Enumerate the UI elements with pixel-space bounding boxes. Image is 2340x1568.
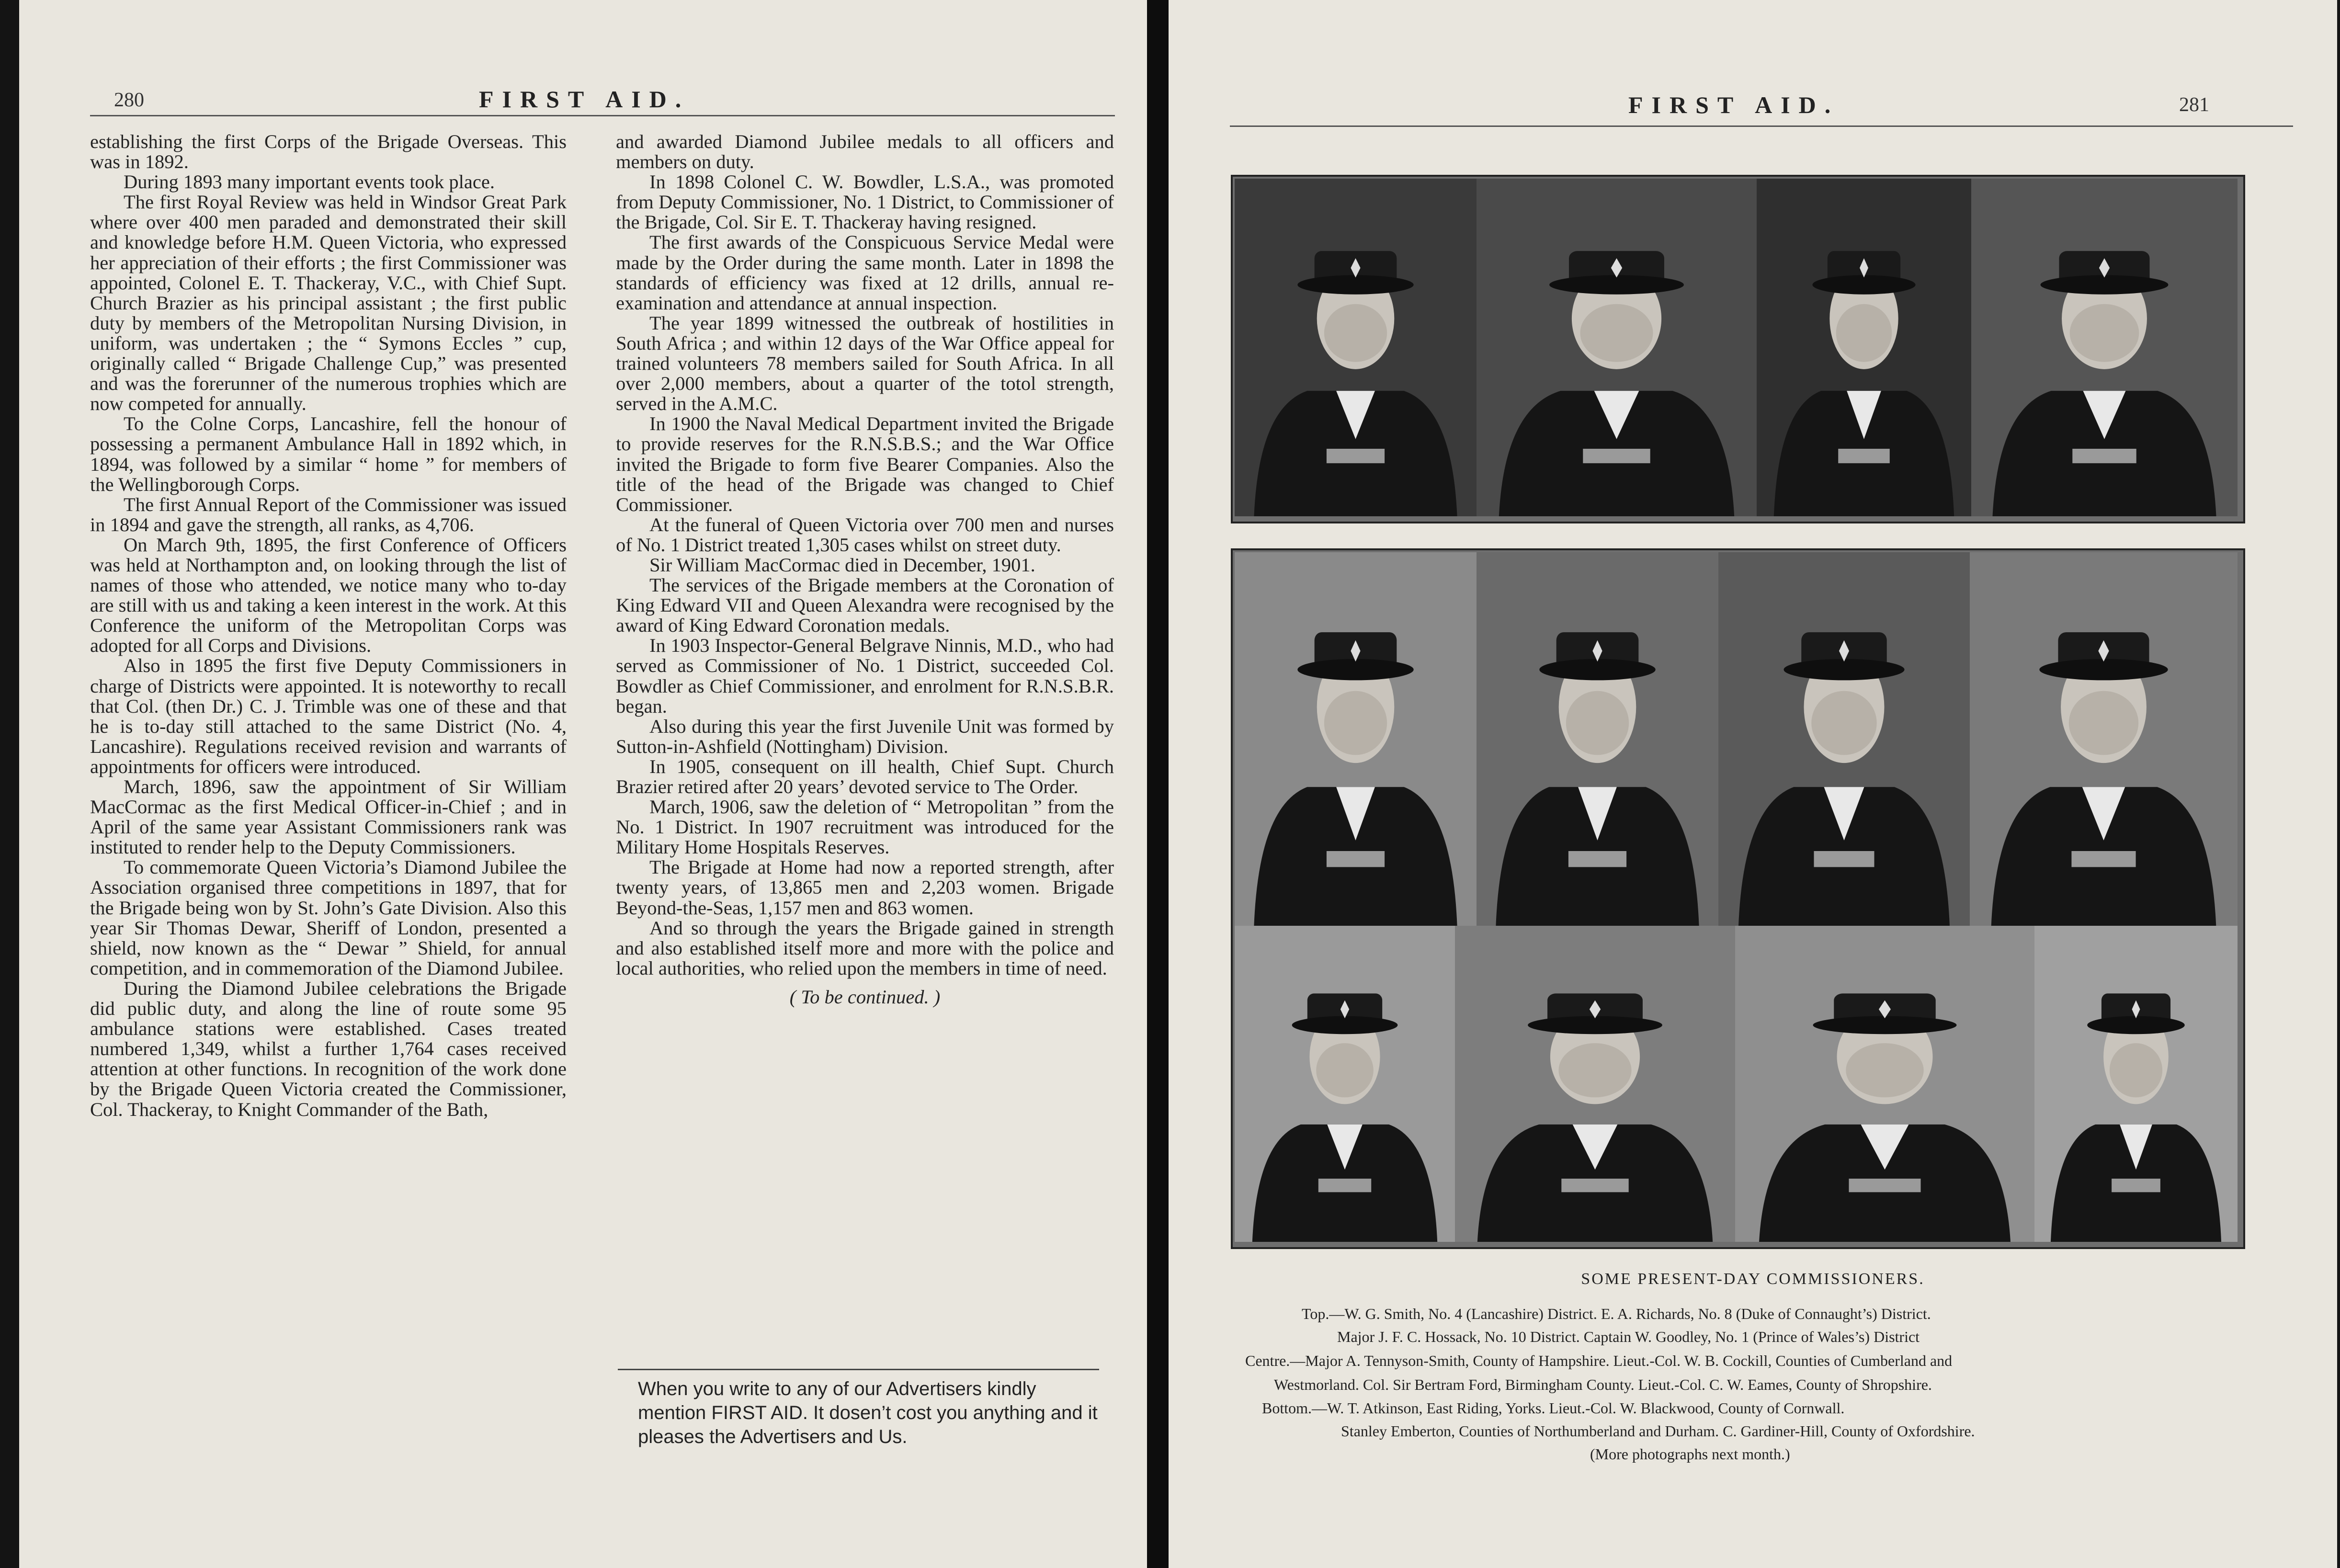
commissioner-portrait (1235, 179, 1477, 516)
article-paragraph: The Brigade at Home had now a reported strength, after twenty years, of 13,865 men and 2,203 women. Brigade Beyond-the-Seas, 1,157 men and 863 women. (616, 856, 1114, 919)
commissioner-portrait (1477, 179, 1757, 516)
article-paragraph: The first Royal Review was held in Windsor Great Park where over 400 men paraded and demonstrated their skill and knowledge before H.M. Queen Victoria, who expressed her appreciation of their efforts ; the first Commissioner was appointed, Colonel E. T. Thackeray, V.C., with Chief Supt. Church Brazier as his principal assistant ; the first public duty by members of the Metropolitan Nursing Division, in uniform, was undertaken ; the “ Symons Eccles ” cup, originally called “ Brigade Challenge Cup,” was presented and was the forerunner of the numerous trophies which are now competed for annually. (90, 191, 567, 415)
portrait-figure-icon (1971, 179, 2238, 516)
article-paragraph: In 1898 Colonel C. W. Bowdler, L.S.A., was promoted from Deputy Commissioner, No. 1 District, to Commissioner of the Brigade, Col. Sir E. T. Thackeray having resigned. (616, 171, 1114, 233)
commissioner-portrait (1971, 179, 2238, 516)
caption-line: (More photographs next month.) (1590, 1445, 1790, 1463)
left-page (19, 0, 1147, 1568)
article-paragraph: The first awards of the Conspicuous Service Medal were made by the Order during the same month. Later in 1898 the standards of efficiency was fixed at 12 drills, annual re-examination and attendance at annual inspection. (616, 231, 1114, 314)
commissioner-portrait (1757, 179, 1971, 516)
article-paragraph: The first Annual Report of the Commissioner was issued in 1894 and gave the strength, all ranks, as 4,706. (90, 493, 567, 535)
article-paragraph: On March 9th, 1895, the first Conference of Officers was held at Northampton and, on looking through the list of names of those who attended, we notice many who to-day are still with us and taking a keen interest in the work. At this Conference the uniform of the Metropolitan Corps was adopted for all Corps and Divisions. (90, 534, 567, 657)
portrait-figure-icon (1718, 552, 1970, 926)
article-paragraph: Also during this year the first Juvenile Unit was formed by Sutton-in-Ashfield (Nottingham) Division. (616, 715, 1114, 757)
left-page-number: 280 (114, 89, 144, 111)
commissioner-portrait (1235, 552, 1477, 926)
commissioner-portrait (1477, 552, 1718, 926)
caption-line: Top.—W. G. Smith, No. 4 (Lancashire) District. E. A. Richards, No. 8 (Duke of Connaught’s) District. (1302, 1305, 1931, 1322)
portrait-figure-icon (2034, 926, 2238, 1242)
left-running-head: FIRST AID. (479, 86, 690, 113)
article-paragraph: During the Diamond Jubilee celebrations the Brigade did public duty, and along the line of route some 95 ambulance stations were established. Cases treated numbered 1,349, whilst a further 1,764 cases received attention at other functions. In recognition of the work done by the Brigade Queen Victoria created the Commissioner, Col. Thackeray, to Knight Commander of the Bath, (90, 977, 567, 1120)
article-paragraph: To commemorate Queen Victoria’s Diamond Jubilee the Association organised three competitions in 1897, that for the Brigade being won by St. John’s Gate Division. Also this year Sir Thomas Dewar, Sheriff of London, presented a shield, now known as the “ Dewar ” Shield, for annual competition, and in commemoration of the Diamond Jubilee. (90, 856, 567, 979)
article-paragraph: In 1905, consequent on ill health, Chief Supt. Church Brazier retired after 20 years’ devoted service to The Order. (616, 755, 1114, 797)
caption-title: SOME PRESENT-DAY COMMISSIONERS. (1581, 1270, 1925, 1288)
article-paragraph: establishing the first Corps of the Brigade Overseas. This was in 1892. (90, 131, 567, 173)
commissioner-portrait (2034, 926, 2238, 1242)
right-running-head: FIRST AID. (1628, 91, 1840, 118)
portrait-figure-icon (1970, 552, 2238, 926)
portrait-figure-icon (1735, 926, 2034, 1242)
portrait-figure-icon (1235, 179, 1477, 516)
portrait-figure-icon (1757, 179, 1971, 516)
left-column-1 (90, 132, 567, 1120)
article-paragraph: To the Colne Corps, Lancashire, fell the honour of possessing a permanent Ambulance Hall in 1892 which, in 1894, was followed by a similar “ home ” for members of the Wellingborough Corps. (90, 413, 567, 495)
commissioner-portrait (1735, 926, 2034, 1242)
left-header-rule (90, 115, 1115, 116)
article-paragraph: March, 1906, saw the deletion of “ Metropolitan ” from the No. 1 District. In 1907 recruitment was introduced for the Military Home Hospitals Reserves. (616, 796, 1114, 858)
commissioner-portrait (1235, 926, 1455, 1242)
caption-line: Westmorland. Col. Sir Bertram Ford, Birmingham County. Lieut.-Col. C. W. Eames, County of Shropshire. (1274, 1376, 1932, 1393)
right-page-number: 281 (2179, 94, 2209, 116)
article-paragraph: The year 1899 witnessed the outbreak of hostilities in South Africa ; and within 12 days of the War Office appeal for trained volunteers 78 members sailed for South Africa. In all over 2,000 members, about a quarter of the totol strength, served in the A.M.C. (616, 312, 1114, 415)
commissioner-portrait (1455, 926, 1735, 1242)
portrait-figure-icon (1477, 552, 1718, 926)
commissioner-portrait (1970, 552, 2238, 926)
article-paragraph: In 1903 Inspector-General Belgrave Ninnis, M.D., who had served as Commissioner of No. 1 District, succeeded Col. Bowdler as Chief Commissioner, and enrolment for R.N.S.B.R. began. (616, 635, 1114, 717)
caption-line: Stanley Emberton, Counties of Northumberland and Durham. C. Gardiner-Hill, County of Oxfordshire. (1341, 1422, 1975, 1440)
portrait-figure-icon (1477, 179, 1757, 516)
article-paragraph: And so through the years the Brigade gained in strength and also established itself more and more with the police and local authorities, who relied upon the members in time of need. (616, 917, 1114, 979)
article-paragraph: and awarded Diamond Jubilee medals to all officers and members on duty. (616, 131, 1114, 173)
article-paragraph: At the funeral of Queen Victoria over 700 men and nurses of No. 1 District treated 1,305 cases whilst on street duty. (616, 513, 1114, 556)
article-paragraph: In 1900 the Naval Medical Department invited the Brigade to provide reserves for the R.N.S.B.S.; and the War Office invited the Brigade to form five Bearer Companies. Also the title of the head of the Brigade was changed to Chief Commissioner. (616, 413, 1114, 515)
article-paragraph: During 1893 many important events took place. (124, 171, 495, 193)
advert-notice: When you write to any of our Advertisers kindly mention FIRST AID. It dosen’t cost you anything and it pleases the Advertisers and Us. (638, 1378, 1098, 1447)
left-column-2 (616, 132, 1114, 1007)
advert-rule (618, 1369, 1099, 1370)
article-paragraph: Sir William MacCormac died in December, 1901. (649, 554, 1035, 576)
caption-line: Centre.—Major A. Tennyson-Smith, County of Hampshire. Lieut.-Col. W. B. Cockill, Counties of Cumberland and (1245, 1352, 1953, 1369)
caption-line: Major J. F. C. Hossack, No. 10 District. Captain W. Goodley, No. 1 (Prince of Wales’s) District (1337, 1328, 1920, 1345)
right-header-rule (1230, 125, 2293, 127)
book-gutter (1147, 0, 1169, 1568)
portrait-figure-icon (1455, 926, 1735, 1242)
portrait-figure-icon (1235, 552, 1477, 926)
portrait-figure-icon (1235, 926, 1455, 1242)
article-paragraph: Also in 1895 the first five Deputy Commissioners in charge of Districts were appointed. It is noteworthy to recall that Col. (then Dr.) C. J. Trimble was one of these and that he is to-day still attached to the same District (No. 4, Lancashire). Regulations received revision and warrants of appointments for officers were introduced. (90, 655, 567, 777)
commissioner-portrait (1718, 552, 1970, 926)
article-paragraph: March, 1896, saw the appointment of Sir William MacCormac as the first Medical Officer-in-Chief ; and in April of the same year Assistant Commissioners rank was instituted to render help to the Deputy Commissioners. (90, 776, 567, 858)
caption-line: Bottom.—W. T. Atkinson, East Riding, Yorks. Lieut.-Col. W. Blackwood, County of Cornwall. (1262, 1399, 1845, 1417)
article-paragraph: The services of the Brigade members at the Coronation of King Edward VII and Queen Alexandra were recognised by the award of King Edward Coronation medals. (616, 574, 1114, 636)
to-be-continued: ( To be continued. ) (789, 986, 941, 1008)
